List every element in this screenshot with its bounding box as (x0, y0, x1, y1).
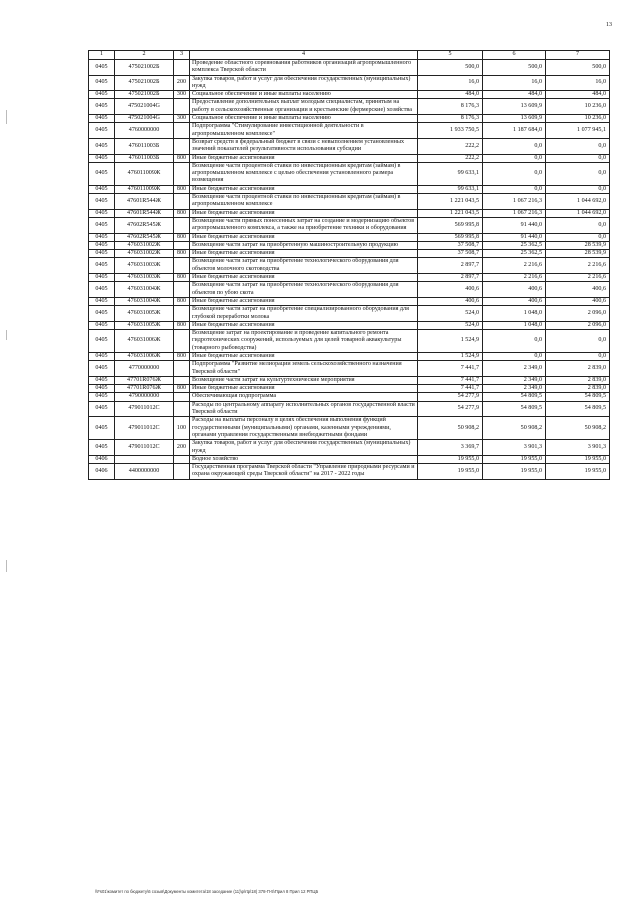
table-row (89, 185, 610, 193)
expense-type-cell: 800 (174, 321, 190, 329)
amount-year3-cell: 0,0 (546, 233, 610, 241)
amount-year1-cell: 50 908,2 (418, 417, 483, 440)
expense-type-cell (174, 455, 190, 463)
header-cell: 7 (546, 51, 610, 60)
amount-year1-cell: 2 897,7 (418, 258, 483, 274)
table-row (89, 321, 610, 329)
table-row (89, 154, 610, 162)
target-article-cell: 476031003Ж (115, 274, 174, 282)
amount-year2-cell: 19 955,0 (483, 455, 546, 463)
header-row (89, 51, 610, 60)
amount-year3-cell: 2 839,0 (546, 376, 610, 384)
amount-year3-cell: 28 539,9 (546, 250, 610, 258)
description-cell: Возмещение части затрат на приобретенную машиностроительную продукцию (190, 241, 418, 249)
amount-year2-cell: 13 609,9 (483, 99, 546, 115)
section-code-cell: 0405 (89, 417, 115, 440)
amount-year2-cell: 0,0 (483, 352, 546, 360)
amount-year1-cell: 7 441,7 (418, 376, 483, 384)
section-code-cell: 0405 (89, 194, 115, 210)
expense-type-cell (174, 393, 190, 401)
table-row (89, 233, 610, 241)
amount-year2-cell: 25 362,5 (483, 250, 546, 258)
amount-year3-cell: 484,0 (546, 91, 610, 99)
amount-year1-cell: 500,0 (418, 60, 483, 76)
target-article-cell: 4790000000 (115, 393, 174, 401)
amount-year3-cell: 16,0 (546, 75, 610, 91)
table-row (89, 440, 610, 456)
section-code-cell: 0405 (89, 401, 115, 417)
description-cell: Иные бюджетные ассигнования (190, 209, 418, 217)
table-row (89, 250, 610, 258)
expense-type-cell (174, 361, 190, 377)
expense-type-cell (174, 306, 190, 322)
amount-year1-cell: 7 441,7 (418, 385, 483, 393)
amount-year3-cell: 0,0 (546, 154, 610, 162)
amount-year3-cell: 2 216,6 (546, 274, 610, 282)
header-cell: 5 (418, 51, 483, 60)
amount-year3-cell: 2 216,6 (546, 258, 610, 274)
table-row (89, 241, 610, 249)
binding-margin-marks (6, 0, 8, 905)
section-code-cell: 0405 (89, 330, 115, 353)
section-code-cell: 0405 (89, 385, 115, 393)
amount-year1-cell: 400,6 (418, 282, 483, 298)
description-cell: Возмещение части процентной ставки по инвестиционным кредитам (займам) в агропромышленном комплексе с целью обеспечения установленного размера возмещения (190, 162, 418, 185)
target-article-cell: 475021004G (115, 99, 174, 115)
section-code-cell: 0405 (89, 241, 115, 249)
amount-year3-cell: 1 044 692,0 (546, 209, 610, 217)
table-row (89, 385, 610, 393)
table-row (89, 361, 610, 377)
amount-year3-cell: 28 539,9 (546, 241, 610, 249)
page-number: 13 (606, 22, 612, 28)
section-code-cell: 0405 (89, 352, 115, 360)
section-code-cell: 0405 (89, 321, 115, 329)
description-cell: Возмещение части затрат на культуртехнические мероприятия (190, 376, 418, 384)
target-article-cell: 476031002Ж (115, 241, 174, 249)
description-cell: Возврат средств в федеральный бюджет в связи с невыполнением установленных значений показателей результативности использования субсидии (190, 138, 418, 154)
file-path-footer: \\Fs01\комитет по бюджету\6 созыв\Документы комитета\18 заседание (11)\p\rtp\18) 378-П-5\Прил 8 Прил 12 РПЦБ (95, 889, 319, 894)
table-row (89, 455, 610, 463)
expense-type-cell (174, 282, 190, 298)
amount-year2-cell: 54 809,5 (483, 393, 546, 401)
amount-year2-cell: 0,0 (483, 154, 546, 162)
amount-year3-cell: 1 044 692,0 (546, 194, 610, 210)
table-row (89, 99, 610, 115)
amount-year3-cell: 3 901,3 (546, 440, 610, 456)
target-article-cell: 476011003Б (115, 154, 174, 162)
target-article-cell: 479011012С (115, 417, 174, 440)
amount-year1-cell: 19 955,0 (418, 455, 483, 463)
amount-year1-cell: 569 995,8 (418, 233, 483, 241)
amount-year1-cell: 569 995,8 (418, 217, 483, 233)
expense-type-cell: 800 (174, 250, 190, 258)
description-cell: Подпрограмма "Развитие мелиорации земель сельскохозяйственного назначения Тверской области" (190, 361, 418, 377)
amount-year1-cell: 222,2 (418, 138, 483, 154)
target-article-cell (115, 455, 174, 463)
target-article-cell: 47602R545Ж (115, 233, 174, 241)
description-cell: Возмещение части прямых понесенных затрат на создание и модернизацию объектов агропромышленного комплекса, а также на приобретение техники и оборудования (190, 217, 418, 233)
target-article-cell: 47601R544Ж (115, 194, 174, 210)
amount-year3-cell: 19 955,0 (546, 455, 610, 463)
target-article-cell: 47701R076Ж (115, 376, 174, 384)
header-cell: 2 (115, 51, 174, 60)
expense-type-cell (174, 464, 190, 480)
budget-table (88, 50, 610, 480)
table-body (89, 60, 610, 480)
table-row (89, 115, 610, 123)
section-code-cell: 0405 (89, 75, 115, 91)
description-cell: Иные бюджетные ассигнования (190, 385, 418, 393)
expense-type-cell: 200 (174, 75, 190, 91)
table-row (89, 464, 610, 480)
amount-year2-cell: 50 908,2 (483, 417, 546, 440)
table-row (89, 60, 610, 76)
expense-type-cell: 800 (174, 385, 190, 393)
target-article-cell: 476031002Ж (115, 250, 174, 258)
amount-year1-cell: 8 176,3 (418, 115, 483, 123)
expense-type-cell (174, 376, 190, 384)
amount-year1-cell: 54 277,9 (418, 393, 483, 401)
target-article-cell: 476031003Ж (115, 258, 174, 274)
expense-type-cell: 800 (174, 233, 190, 241)
section-code-cell: 0405 (89, 115, 115, 123)
amount-year3-cell: 500,0 (546, 60, 610, 76)
description-cell: Предоставление дополнительных выплат молодым специалистам, принятым на работу в сельскохозяйственные организации и крестьянские (фермерские) хозяйства (190, 99, 418, 115)
description-cell: Расходы на выплаты персоналу в целях обеспечения выполнения функций государственными (муниципальными) органами, казенными учреждениями, органами управления государственными внебюджетными фондами (190, 417, 418, 440)
amount-year1-cell: 7 441,7 (418, 361, 483, 377)
section-code-cell: 0406 (89, 464, 115, 480)
table-row (89, 330, 610, 353)
target-article-cell: 4400000000 (115, 464, 174, 480)
description-cell: Подпрограмма "Стимулирование инвестиционной деятельности в агропромышленном комплексе" (190, 123, 418, 139)
section-code-cell: 0405 (89, 393, 115, 401)
section-code-cell: 0405 (89, 162, 115, 185)
expense-type-cell: 800 (174, 352, 190, 360)
section-code-cell: 0405 (89, 91, 115, 99)
amount-year3-cell: 10 236,0 (546, 99, 610, 115)
amount-year3-cell: 0,0 (546, 162, 610, 185)
expense-type-cell: 300 (174, 115, 190, 123)
amount-year1-cell: 8 176,3 (418, 99, 483, 115)
table-row (89, 75, 610, 91)
amount-year2-cell: 2 216,6 (483, 258, 546, 274)
table-row (89, 417, 610, 440)
amount-year3-cell: 400,6 (546, 297, 610, 305)
table-row (89, 91, 610, 99)
target-article-cell: 4760000000 (115, 123, 174, 139)
expense-type-cell (174, 123, 190, 139)
description-cell: Расходы по центральному аппарату исполнительных органов государственной власти Тверской области (190, 401, 418, 417)
target-article-cell: 47602R545Ж (115, 217, 174, 233)
table-row (89, 282, 610, 298)
section-code-cell: 0405 (89, 282, 115, 298)
expense-type-cell (174, 99, 190, 115)
amount-year1-cell: 99 633,1 (418, 162, 483, 185)
amount-year1-cell: 400,6 (418, 297, 483, 305)
amount-year3-cell: 1 077 945,1 (546, 123, 610, 139)
description-cell: Иные бюджетные ассигнования (190, 250, 418, 258)
amount-year2-cell: 91 440,0 (483, 233, 546, 241)
description-cell: Возмещение части затрат на приобретение технологического оборудования для объектов по убою скота (190, 282, 418, 298)
amount-year2-cell: 400,6 (483, 297, 546, 305)
expense-type-cell: 800 (174, 297, 190, 305)
expense-type-cell: 800 (174, 209, 190, 217)
expense-type-cell (174, 258, 190, 274)
section-code-cell: 0405 (89, 361, 115, 377)
target-article-cell: 476031006Ж (115, 352, 174, 360)
amount-year3-cell: 0,0 (546, 352, 610, 360)
expense-type-cell: 200 (174, 440, 190, 456)
expense-type-cell (174, 241, 190, 249)
amount-year1-cell: 1 221 043,5 (418, 209, 483, 217)
amount-year2-cell: 13 609,9 (483, 115, 546, 123)
amount-year1-cell: 1 221 043,5 (418, 194, 483, 210)
description-cell: Иные бюджетные ассигнования (190, 274, 418, 282)
section-code-cell: 0405 (89, 138, 115, 154)
target-article-cell: 475021002Б (115, 75, 174, 91)
amount-year3-cell: 2 839,0 (546, 385, 610, 393)
amount-year2-cell: 400,6 (483, 282, 546, 298)
amount-year1-cell: 1 524,9 (418, 352, 483, 360)
description-cell: Проведение областного соревнования работников организаций агропромышленного комплекса Тверской области (190, 60, 418, 76)
description-cell: Водное хозяйство (190, 455, 418, 463)
amount-year2-cell: 500,0 (483, 60, 546, 76)
expense-type-cell: 800 (174, 185, 190, 193)
expense-type-cell (174, 138, 190, 154)
amount-year1-cell: 484,0 (418, 91, 483, 99)
description-cell: Иные бюджетные ассигнования (190, 233, 418, 241)
expense-type-cell (174, 401, 190, 417)
amount-year2-cell: 1 187 684,0 (483, 123, 546, 139)
description-cell: Государственная программа Тверской области "Управление природными ресурсами и охрана окружающей среды Тверской области" на 2017 - 2022 годы (190, 464, 418, 480)
expense-type-cell (174, 330, 190, 353)
amount-year1-cell: 19 955,0 (418, 464, 483, 480)
amount-year3-cell: 0,0 (546, 217, 610, 233)
amount-year1-cell: 54 277,9 (418, 401, 483, 417)
target-article-cell: 476031004Ж (115, 282, 174, 298)
amount-year3-cell: 2 096,0 (546, 321, 610, 329)
amount-year1-cell: 524,0 (418, 321, 483, 329)
amount-year1-cell: 1 933 750,5 (418, 123, 483, 139)
expense-type-cell (174, 217, 190, 233)
description-cell: Иные бюджетные ассигнования (190, 352, 418, 360)
table-row (89, 217, 610, 233)
description-cell: Возмещение части процентной ставки по инвестиционным кредитам (займам) в агропромышленном комплексе (190, 194, 418, 210)
description-cell: Возмещение части затрат на приобретение специализированного оборудования для глубокой переработки молока (190, 306, 418, 322)
expense-type-cell (174, 162, 190, 185)
target-article-cell: 475021002Б (115, 91, 174, 99)
amount-year3-cell: 2 839,0 (546, 361, 610, 377)
target-article-cell: 476031004Ж (115, 297, 174, 305)
table-row (89, 162, 610, 185)
amount-year1-cell: 222,2 (418, 154, 483, 162)
target-article-cell: 47701R076Ж (115, 385, 174, 393)
amount-year1-cell: 37 508,7 (418, 250, 483, 258)
section-code-cell: 0405 (89, 376, 115, 384)
section-code-cell: 0405 (89, 185, 115, 193)
description-cell: Закупка товаров, работ и услуг для обеспечения государственных (муниципальных) нужд (190, 75, 418, 91)
table-row (89, 274, 610, 282)
expense-type-cell: 100 (174, 417, 190, 440)
section-code-cell: 0405 (89, 274, 115, 282)
section-code-cell: 0405 (89, 154, 115, 162)
amount-year1-cell: 99 633,1 (418, 185, 483, 193)
amount-year2-cell: 1 048,0 (483, 321, 546, 329)
amount-year2-cell: 0,0 (483, 330, 546, 353)
header-cell: 6 (483, 51, 546, 60)
target-article-cell: 4770000000 (115, 361, 174, 377)
table-row (89, 258, 610, 274)
section-code-cell: 0405 (89, 297, 115, 305)
target-article-cell: 476011003Б (115, 138, 174, 154)
amount-year3-cell: 2 096,0 (546, 306, 610, 322)
target-article-cell: 47601R544Ж (115, 209, 174, 217)
amount-year3-cell: 50 908,2 (546, 417, 610, 440)
description-cell: Иные бюджетные ассигнования (190, 185, 418, 193)
target-article-cell: 476031005Ж (115, 321, 174, 329)
amount-year1-cell: 37 508,7 (418, 241, 483, 249)
amount-year1-cell: 3 369,7 (418, 440, 483, 456)
amount-year2-cell: 19 955,0 (483, 464, 546, 480)
target-article-cell: 476011009Ж (115, 185, 174, 193)
amount-year2-cell: 2 216,6 (483, 274, 546, 282)
table-row (89, 352, 610, 360)
table-row (89, 209, 610, 217)
expense-type-cell: 800 (174, 154, 190, 162)
amount-year2-cell: 2 349,0 (483, 385, 546, 393)
table-row (89, 306, 610, 322)
section-code-cell: 0406 (89, 455, 115, 463)
description-cell: Иные бюджетные ассигнования (190, 297, 418, 305)
target-article-cell: 476031006Ж (115, 330, 174, 353)
table-row (89, 194, 610, 210)
amount-year2-cell: 1 048,0 (483, 306, 546, 322)
table-row (89, 376, 610, 384)
expense-type-cell (174, 60, 190, 76)
amount-year2-cell: 2 349,0 (483, 376, 546, 384)
expense-type-cell: 300 (174, 91, 190, 99)
amount-year2-cell: 91 440,0 (483, 217, 546, 233)
target-article-cell: 476031005Ж (115, 306, 174, 322)
amount-year3-cell: 0,0 (546, 138, 610, 154)
amount-year3-cell: 0,0 (546, 330, 610, 353)
amount-year3-cell: 0,0 (546, 185, 610, 193)
description-cell: Социальное обеспечение и иные выплаты населению (190, 91, 418, 99)
amount-year1-cell: 1 524,9 (418, 330, 483, 353)
amount-year1-cell: 524,0 (418, 306, 483, 322)
section-code-cell: 0405 (89, 250, 115, 258)
target-article-cell: 476011009Ж (115, 162, 174, 185)
amount-year2-cell: 3 901,3 (483, 440, 546, 456)
section-code-cell: 0405 (89, 233, 115, 241)
expense-type-cell (174, 194, 190, 210)
section-code-cell: 0405 (89, 99, 115, 115)
description-cell: Социальное обеспечение и иные выплаты населению (190, 115, 418, 123)
amount-year2-cell: 1 067 216,3 (483, 194, 546, 210)
expense-type-cell: 800 (174, 274, 190, 282)
amount-year2-cell: 25 362,5 (483, 241, 546, 249)
description-cell: Иные бюджетные ассигнования (190, 154, 418, 162)
amount-year3-cell: 10 236,0 (546, 115, 610, 123)
table-row (89, 123, 610, 139)
budget-table-container (88, 50, 609, 480)
amount-year3-cell: 54 809,5 (546, 401, 610, 417)
section-code-cell: 0405 (89, 258, 115, 274)
header-cell: 3 (174, 51, 190, 60)
amount-year2-cell: 0,0 (483, 185, 546, 193)
amount-year2-cell: 16,0 (483, 75, 546, 91)
table-row (89, 393, 610, 401)
section-code-cell: 0405 (89, 440, 115, 456)
description-cell: Возмещение части затрат на приобретение технологического оборудования для объектов молочного скотоводства (190, 258, 418, 274)
target-article-cell: 479011012С (115, 401, 174, 417)
target-article-cell: 475021002Б (115, 60, 174, 76)
table-row (89, 401, 610, 417)
amount-year2-cell: 484,0 (483, 91, 546, 99)
target-article-cell: 475021004G (115, 115, 174, 123)
amount-year1-cell: 2 897,7 (418, 274, 483, 282)
section-code-cell: 0405 (89, 217, 115, 233)
amount-year2-cell: 2 349,0 (483, 361, 546, 377)
description-cell: Закупка товаров, работ и услуг для обеспечения государственных (муниципальных) нужд (190, 440, 418, 456)
description-cell: Обеспечивающая подпрограмма (190, 393, 418, 401)
header-cell: 4 (190, 51, 418, 60)
amount-year3-cell: 54 809,5 (546, 393, 610, 401)
amount-year1-cell: 16,0 (418, 75, 483, 91)
amount-year2-cell: 0,0 (483, 138, 546, 154)
section-code-cell: 0405 (89, 209, 115, 217)
amount-year2-cell: 0,0 (483, 162, 546, 185)
amount-year2-cell: 54 809,5 (483, 401, 546, 417)
amount-year3-cell: 19 955,0 (546, 464, 610, 480)
amount-year3-cell: 400,6 (546, 282, 610, 298)
table-row (89, 297, 610, 305)
section-code-cell: 0405 (89, 60, 115, 76)
description-cell: Иные бюджетные ассигнования (190, 321, 418, 329)
table-row (89, 138, 610, 154)
header-cell: 1 (89, 51, 115, 60)
section-code-cell: 0405 (89, 306, 115, 322)
amount-year2-cell: 1 067 216,3 (483, 209, 546, 217)
section-code-cell: 0405 (89, 123, 115, 139)
target-article-cell: 479011012С (115, 440, 174, 456)
description-cell: Возмещение затрат на проектирование и проведение капитального ремонта гидротехнических сооружений, используемых для целей товарной аквакультуры (товарного рыбоводства) (190, 330, 418, 353)
